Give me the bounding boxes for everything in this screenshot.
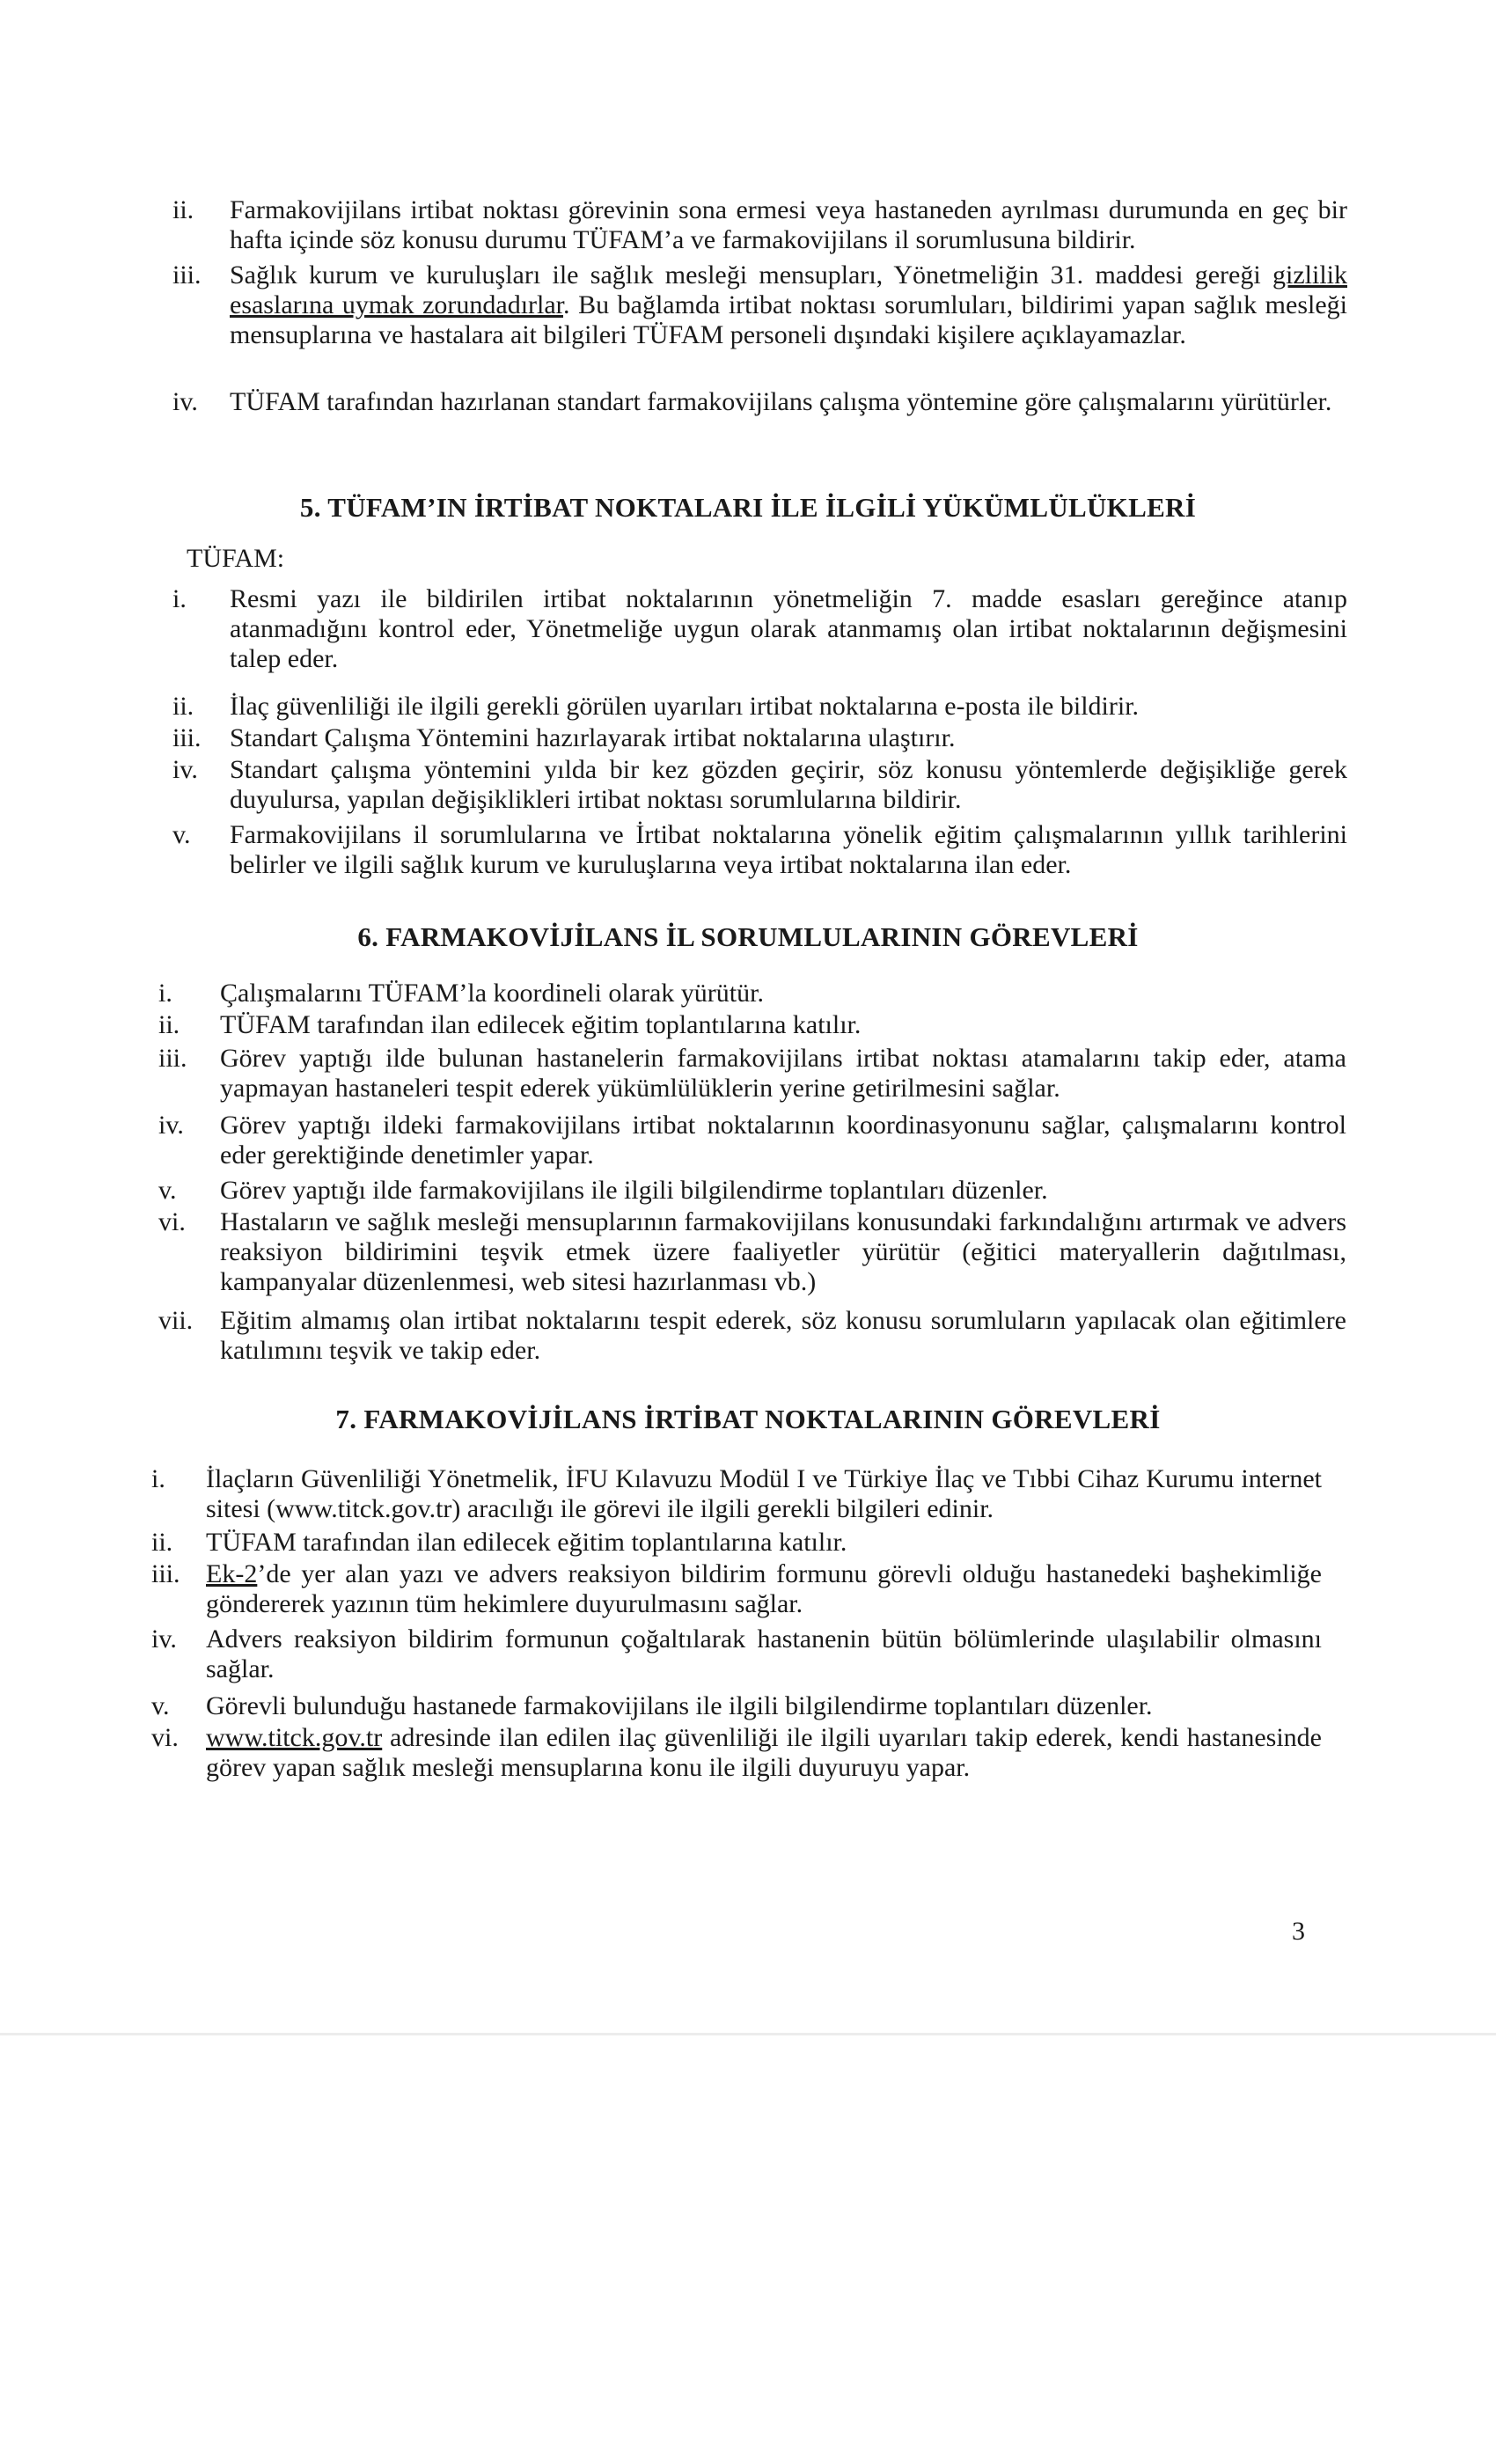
item-number: iv. [172, 755, 198, 784]
item-number: i. [172, 584, 187, 613]
item-text: İlaç güvenliliği ile ilgili gerekli görülen uyarıları irtibat noktalarına e-posta ile bildirir. [230, 692, 1140, 721]
item-number: ii. [172, 195, 194, 224]
item-number: iii. [172, 260, 202, 290]
item-number: i. [158, 979, 172, 1008]
item-number: iii. [151, 1559, 180, 1588]
text-segment: Sağlık kurum ve kuruluşları ile sağlık mesleği mensupları, Yönetmeliğin 31. maddesi gereği [230, 260, 1272, 290]
item-text: Görev yaptığı ilde bulunan hastanelerin farmakovijilans irtibat noktası atamalarını takip eder, atama yapmayan hastaneleri tespit ederek yükümlülüklerin yerine getirilmesini sağlar. [220, 1044, 1346, 1103]
item-text: Resmi yazı ile bildirilen irtibat noktalarının yönetmeliğin 7. madde esasları gereğince atanıp atanmadığını kontrol eder, Yönetmeliğe uygun olarak atanmamış olan irtibat noktalarının değişmesini talep eder. [230, 584, 1347, 673]
item-text [206, 1723, 1322, 1783]
item-number: iv. [151, 1624, 177, 1654]
item-number: ii. [172, 692, 194, 721]
section-7-heading: 7. FARMAKOVİJİLANS İRTİBAT NOKTALARININ GÖREVLERİ [335, 1404, 1161, 1434]
item-number: vi. [158, 1207, 186, 1236]
section-5-heading: 5. TÜFAM’IN İRTİBAT NOKTALARI İLE İLGİLİ YÜKÜMLÜLÜKLERİ [299, 492, 1197, 523]
item-text: Farmakovijilans irtibat noktası görevinin sona ermesi veya hastaneden ayrılması durumunda en geç bir hafta içinde söz konusu durumu TÜFAM’a ve farmakovijilans il sorumlusuna bildirir. [230, 195, 1347, 254]
underlined-text: Ek-2 [206, 1559, 258, 1588]
item-text: Görevli bulunduğu hastanede farmakovijilans ile ilgili bilgilendirme toplantıları düzenler. [206, 1691, 1153, 1720]
item-text [206, 1559, 1322, 1619]
item-text: Çalışmalarını TÜFAM’la koordineli olarak yürütür. [220, 979, 764, 1008]
item-text: Standart çalışma yöntemini yılda bir kez gözden geçirir, söz konusu yöntemlerde değişikliğe gerek duyulursa, yapılan değişiklikleri irtibat noktası sorumlularına bildirir. [230, 755, 1347, 814]
item-text: TÜFAM tarafından hazırlanan standart farmakovijilans çalışma yöntemine göre çalışmalarını yürütürler. [230, 387, 1332, 416]
item-text: TÜFAM tarafından ilan edilecek eğitim toplantılarına katılır. [206, 1528, 847, 1557]
item-text: Görev yaptığı ildeki farmakovijilans irtibat noktalarının koordinasyonunu sağlar, çalışmalarını kontrol eder gerektiğinde denetimler yapar. [220, 1111, 1346, 1170]
item-number: iv. [158, 1111, 184, 1140]
item-number: v. [172, 820, 191, 849]
item-number: iii. [172, 723, 202, 752]
item-number: vii. [158, 1306, 194, 1335]
item-text: Eğitim almamış olan irtibat noktalarını tespit ederek, söz konusu sorumluların yapılacak olan eğitimlere katılımını teşvik ve takip eder. [220, 1306, 1346, 1365]
item-text: Advers reaksiyon bildirim formunun çoğaltılarak hastanenin bütün bölümlerinde ulaşılabilir olmasını sağlar. [206, 1624, 1322, 1683]
text-segment: ’de yer alan yazı ve advers reaksiyon bildirim formunu görevli olduğu hastanedeki başhekimliğe göndererek yazının tüm hekimlere duyurulmasını sağlar. [206, 1559, 1322, 1618]
item-text [230, 260, 1347, 350]
item-number: ii. [158, 1010, 180, 1039]
text-segment: adresinde ilan edilen ilaç güvenliliği ile ilgili uyarıları takip ederek, kendi hastanesinde görev yapan sağlık mesleği mensuplarına konu ile ilgili duyuruyu yapar. [206, 1723, 1322, 1782]
item-text: Hastaların ve sağlık mesleği mensuplarının farmakovijilans konusundaki farkındalığını artırmak ve advers reaksiyon bildirimini teşvik etmek üzere faaliyetler yürütür (eğitici materyallerin dağıtılması, kampanyalar düzenlenmesi, web sitesi hazırlanması vb.) [220, 1207, 1346, 1296]
link-text[interactable]: www.titck.gov.tr [206, 1723, 383, 1752]
item-text: İlaçların Güvenliliği Yönetmelik, İFU Kılavuzu Modül I ve Türkiye İlaç ve Tıbbi Cihaz Kurumu internet sitesi (www.titck.gov.tr) aracılığı ile görevi ile ilgili gerekli bilgileri edinir. [206, 1464, 1322, 1523]
section-6-heading: 6. FARMAKOVİJİLANS İL SORUMLULARININ GÖREVLERİ [357, 921, 1139, 952]
item-number: iii. [158, 1044, 187, 1073]
item-number: iv. [172, 387, 198, 416]
item-number: v. [151, 1691, 170, 1720]
page-number: 3 [1292, 1917, 1305, 1946]
item-text: Standart Çalışma Yöntemini hazırlayarak irtibat noktalarına ulaştırır. [230, 723, 956, 752]
item-text: TÜFAM tarafından ilan edilecek eğitim toplantılarına katılır. [220, 1010, 862, 1039]
item-number: vi. [151, 1723, 179, 1752]
item-number: i. [151, 1464, 165, 1493]
item-text: Görev yaptığı ilde farmakovijilans ile ilgili bilgilendirme toplantıları düzenler. [220, 1176, 1048, 1205]
page-divider [0, 2033, 1496, 2035]
item-number: ii. [151, 1528, 173, 1557]
underlined-text: gizlilik esaslarına uymak zorundadırlar [230, 260, 1347, 319]
section-5-label: TÜFAM: [187, 544, 285, 573]
item-number: v. [158, 1176, 177, 1205]
item-text: Farmakovijilans il sorumlularına ve İrtibat noktalarına yönelik eğitim çalışmalarının yıllık tarihlerini belirler ve ilgili sağlık kurum ve kuruluşlarına veya irtibat noktalarına ilan eder. [230, 820, 1347, 879]
text-segment: . Bu bağlamda irtibat noktası sorumluları, bildirimi yapan sağlık mesleği mensuplarına ve hastalara ait bilgileri TÜFAM personeli dışındaki kişilere açıklayamazlar. [230, 290, 1347, 349]
